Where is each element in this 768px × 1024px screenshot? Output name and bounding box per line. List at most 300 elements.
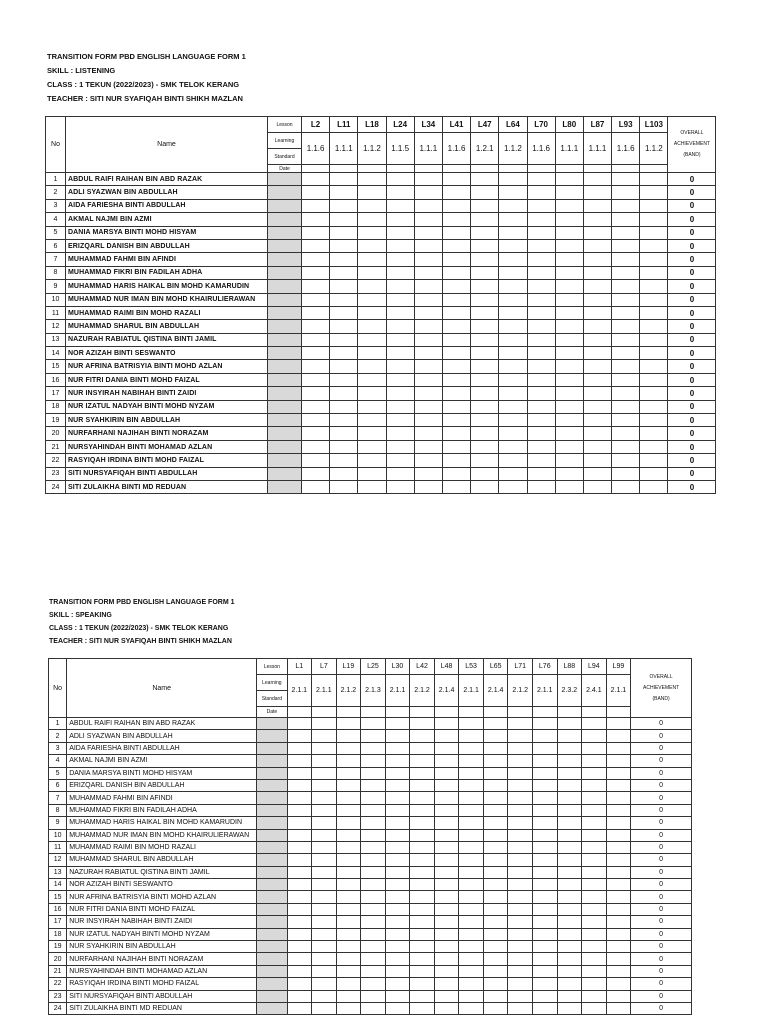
- score-cell[interactable]: [361, 990, 386, 1002]
- listening-date-cell[interactable]: [442, 165, 470, 173]
- score-cell[interactable]: [312, 903, 337, 915]
- score-cell[interactable]: [640, 266, 668, 279]
- score-cell[interactable]: [386, 213, 414, 226]
- score-cell[interactable]: [606, 891, 631, 903]
- score-cell[interactable]: [640, 400, 668, 413]
- score-cell[interactable]: [583, 186, 611, 199]
- score-cell[interactable]: [483, 903, 508, 915]
- score-cell[interactable]: [527, 440, 555, 453]
- score-cell[interactable]: [557, 891, 582, 903]
- score-cell[interactable]: [483, 854, 508, 866]
- score-cell[interactable]: [640, 253, 668, 266]
- score-cell[interactable]: [434, 767, 459, 779]
- score-cell[interactable]: [583, 173, 611, 186]
- score-cell[interactable]: [312, 965, 337, 977]
- score-cell[interactable]: [606, 829, 631, 841]
- score-cell[interactable]: [508, 965, 533, 977]
- score-cell[interactable]: [483, 755, 508, 767]
- score-cell[interactable]: [555, 467, 583, 480]
- score-cell[interactable]: [434, 804, 459, 816]
- score-cell[interactable]: [442, 173, 470, 186]
- score-cell[interactable]: [471, 293, 499, 306]
- score-cell[interactable]: [414, 373, 442, 386]
- listening-date-cell[interactable]: [555, 165, 583, 173]
- score-cell[interactable]: [532, 990, 557, 1002]
- score-cell[interactable]: [483, 891, 508, 903]
- score-cell[interactable]: [361, 928, 386, 940]
- score-cell[interactable]: [410, 804, 435, 816]
- score-cell[interactable]: [582, 817, 607, 829]
- score-cell[interactable]: [385, 841, 410, 853]
- speaking-date-cell[interactable]: [361, 707, 386, 718]
- score-cell[interactable]: [336, 854, 361, 866]
- score-cell[interactable]: [499, 440, 527, 453]
- score-cell[interactable]: [442, 467, 470, 480]
- score-cell[interactable]: [606, 854, 631, 866]
- score-cell[interactable]: [471, 173, 499, 186]
- score-cell[interactable]: [386, 387, 414, 400]
- speaking-date-cell[interactable]: [385, 707, 410, 718]
- score-cell[interactable]: [508, 817, 533, 829]
- score-cell[interactable]: [471, 199, 499, 212]
- score-cell[interactable]: [483, 990, 508, 1002]
- speaking-date-cell[interactable]: [557, 707, 582, 718]
- score-cell[interactable]: [582, 903, 607, 915]
- score-cell[interactable]: [385, 817, 410, 829]
- score-cell[interactable]: [612, 213, 640, 226]
- score-cell[interactable]: [527, 414, 555, 427]
- score-cell[interactable]: [302, 173, 330, 186]
- score-cell[interactable]: [606, 730, 631, 742]
- score-cell[interactable]: [358, 373, 386, 386]
- score-cell[interactable]: [582, 978, 607, 990]
- score-cell[interactable]: [606, 903, 631, 915]
- score-cell[interactable]: [612, 400, 640, 413]
- score-cell[interactable]: [532, 755, 557, 767]
- score-cell[interactable]: [532, 879, 557, 891]
- score-cell[interactable]: [612, 454, 640, 467]
- score-cell[interactable]: [312, 755, 337, 767]
- score-cell[interactable]: [583, 480, 611, 493]
- score-cell[interactable]: [434, 903, 459, 915]
- score-cell[interactable]: [358, 427, 386, 440]
- score-cell[interactable]: [527, 266, 555, 279]
- score-cell[interactable]: [459, 804, 484, 816]
- score-cell[interactable]: [287, 779, 312, 791]
- score-cell[interactable]: [414, 266, 442, 279]
- score-cell[interactable]: [532, 953, 557, 965]
- score-cell[interactable]: [410, 891, 435, 903]
- score-cell[interactable]: [459, 1002, 484, 1014]
- score-cell[interactable]: [336, 804, 361, 816]
- score-cell[interactable]: [532, 742, 557, 754]
- score-cell[interactable]: [582, 854, 607, 866]
- score-cell[interactable]: [640, 454, 668, 467]
- score-cell[interactable]: [555, 373, 583, 386]
- score-cell[interactable]: [606, 779, 631, 791]
- score-cell[interactable]: [527, 280, 555, 293]
- score-cell[interactable]: [471, 266, 499, 279]
- score-cell[interactable]: [459, 742, 484, 754]
- score-cell[interactable]: [471, 440, 499, 453]
- score-cell[interactable]: [612, 186, 640, 199]
- score-cell[interactable]: [442, 253, 470, 266]
- listening-date-cell[interactable]: [386, 165, 414, 173]
- score-cell[interactable]: [385, 730, 410, 742]
- score-cell[interactable]: [312, 779, 337, 791]
- score-cell[interactable]: [471, 414, 499, 427]
- score-cell[interactable]: [583, 360, 611, 373]
- score-cell[interactable]: [499, 280, 527, 293]
- score-cell[interactable]: [386, 440, 414, 453]
- score-cell[interactable]: [312, 953, 337, 965]
- score-cell[interactable]: [606, 767, 631, 779]
- score-cell[interactable]: [385, 1002, 410, 1014]
- listening-date-cell[interactable]: [471, 165, 499, 173]
- score-cell[interactable]: [336, 965, 361, 977]
- score-cell[interactable]: [483, 916, 508, 928]
- score-cell[interactable]: [640, 333, 668, 346]
- score-cell[interactable]: [385, 804, 410, 816]
- score-cell[interactable]: [434, 879, 459, 891]
- score-cell[interactable]: [312, 742, 337, 754]
- listening-date-cell[interactable]: [330, 165, 358, 173]
- score-cell[interactable]: [555, 293, 583, 306]
- score-cell[interactable]: [386, 186, 414, 199]
- score-cell[interactable]: [312, 866, 337, 878]
- score-cell[interactable]: [442, 373, 470, 386]
- score-cell[interactable]: [582, 730, 607, 742]
- score-cell[interactable]: [557, 866, 582, 878]
- score-cell[interactable]: [414, 387, 442, 400]
- score-cell[interactable]: [410, 965, 435, 977]
- score-cell[interactable]: [483, 866, 508, 878]
- score-cell[interactable]: [434, 990, 459, 1002]
- score-cell[interactable]: [302, 213, 330, 226]
- score-cell[interactable]: [557, 978, 582, 990]
- listening-date-cell[interactable]: [612, 165, 640, 173]
- score-cell[interactable]: [361, 941, 386, 953]
- score-cell[interactable]: [414, 360, 442, 373]
- score-cell[interactable]: [414, 186, 442, 199]
- score-cell[interactable]: [557, 854, 582, 866]
- score-cell[interactable]: [410, 730, 435, 742]
- score-cell[interactable]: [557, 941, 582, 953]
- score-cell[interactable]: [385, 978, 410, 990]
- score-cell[interactable]: [532, 841, 557, 853]
- score-cell[interactable]: [385, 965, 410, 977]
- score-cell[interactable]: [358, 333, 386, 346]
- score-cell[interactable]: [385, 767, 410, 779]
- score-cell[interactable]: [336, 879, 361, 891]
- score-cell[interactable]: [385, 953, 410, 965]
- score-cell[interactable]: [612, 480, 640, 493]
- score-cell[interactable]: [330, 360, 358, 373]
- score-cell[interactable]: [508, 718, 533, 730]
- score-cell[interactable]: [361, 891, 386, 903]
- score-cell[interactable]: [640, 186, 668, 199]
- score-cell[interactable]: [361, 792, 386, 804]
- score-cell[interactable]: [442, 347, 470, 360]
- score-cell[interactable]: [414, 320, 442, 333]
- score-cell[interactable]: [312, 841, 337, 853]
- score-cell[interactable]: [582, 965, 607, 977]
- score-cell[interactable]: [312, 978, 337, 990]
- score-cell[interactable]: [459, 891, 484, 903]
- score-cell[interactable]: [442, 360, 470, 373]
- score-cell[interactable]: [385, 916, 410, 928]
- score-cell[interactable]: [336, 829, 361, 841]
- score-cell[interactable]: [336, 718, 361, 730]
- score-cell[interactable]: [612, 427, 640, 440]
- score-cell[interactable]: [386, 239, 414, 252]
- score-cell[interactable]: [330, 480, 358, 493]
- score-cell[interactable]: [499, 400, 527, 413]
- score-cell[interactable]: [508, 829, 533, 841]
- score-cell[interactable]: [640, 387, 668, 400]
- score-cell[interactable]: [527, 480, 555, 493]
- score-cell[interactable]: [583, 440, 611, 453]
- score-cell[interactable]: [499, 253, 527, 266]
- score-cell[interactable]: [434, 755, 459, 767]
- score-cell[interactable]: [386, 360, 414, 373]
- score-cell[interactable]: [410, 1002, 435, 1014]
- score-cell[interactable]: [434, 829, 459, 841]
- speaking-date-cell[interactable]: [434, 707, 459, 718]
- score-cell[interactable]: [336, 990, 361, 1002]
- score-cell[interactable]: [555, 440, 583, 453]
- score-cell[interactable]: [555, 280, 583, 293]
- score-cell[interactable]: [555, 480, 583, 493]
- score-cell[interactable]: [471, 320, 499, 333]
- score-cell[interactable]: [606, 978, 631, 990]
- score-cell[interactable]: [499, 320, 527, 333]
- score-cell[interactable]: [527, 454, 555, 467]
- score-cell[interactable]: [532, 891, 557, 903]
- score-cell[interactable]: [471, 347, 499, 360]
- score-cell[interactable]: [583, 239, 611, 252]
- score-cell[interactable]: [302, 293, 330, 306]
- score-cell[interactable]: [527, 373, 555, 386]
- score-cell[interactable]: [386, 373, 414, 386]
- score-cell[interactable]: [483, 767, 508, 779]
- score-cell[interactable]: [386, 293, 414, 306]
- score-cell[interactable]: [606, 742, 631, 754]
- score-cell[interactable]: [312, 854, 337, 866]
- score-cell[interactable]: [434, 928, 459, 940]
- score-cell[interactable]: [532, 941, 557, 953]
- score-cell[interactable]: [499, 373, 527, 386]
- score-cell[interactable]: [557, 779, 582, 791]
- score-cell[interactable]: [302, 333, 330, 346]
- score-cell[interactable]: [287, 990, 312, 1002]
- score-cell[interactable]: [483, 829, 508, 841]
- score-cell[interactable]: [358, 226, 386, 239]
- score-cell[interactable]: [557, 742, 582, 754]
- score-cell[interactable]: [499, 213, 527, 226]
- score-cell[interactable]: [612, 239, 640, 252]
- score-cell[interactable]: [414, 306, 442, 319]
- score-cell[interactable]: [532, 767, 557, 779]
- score-cell[interactable]: [527, 199, 555, 212]
- score-cell[interactable]: [612, 280, 640, 293]
- score-cell[interactable]: [414, 213, 442, 226]
- score-cell[interactable]: [582, 804, 607, 816]
- score-cell[interactable]: [532, 866, 557, 878]
- score-cell[interactable]: [287, 928, 312, 940]
- score-cell[interactable]: [640, 199, 668, 212]
- score-cell[interactable]: [640, 373, 668, 386]
- score-cell[interactable]: [302, 480, 330, 493]
- score-cell[interactable]: [555, 213, 583, 226]
- score-cell[interactable]: [358, 306, 386, 319]
- score-cell[interactable]: [302, 253, 330, 266]
- score-cell[interactable]: [434, 941, 459, 953]
- score-cell[interactable]: [459, 767, 484, 779]
- score-cell[interactable]: [410, 779, 435, 791]
- listening-date-cell[interactable]: [527, 165, 555, 173]
- score-cell[interactable]: [583, 373, 611, 386]
- score-cell[interactable]: [414, 454, 442, 467]
- score-cell[interactable]: [330, 440, 358, 453]
- score-cell[interactable]: [582, 742, 607, 754]
- score-cell[interactable]: [606, 916, 631, 928]
- score-cell[interactable]: [386, 454, 414, 467]
- score-cell[interactable]: [612, 414, 640, 427]
- score-cell[interactable]: [361, 854, 386, 866]
- score-cell[interactable]: [336, 866, 361, 878]
- score-cell[interactable]: [330, 253, 358, 266]
- score-cell[interactable]: [442, 293, 470, 306]
- score-cell[interactable]: [499, 186, 527, 199]
- score-cell[interactable]: [385, 742, 410, 754]
- score-cell[interactable]: [459, 978, 484, 990]
- score-cell[interactable]: [532, 804, 557, 816]
- score-cell[interactable]: [527, 427, 555, 440]
- score-cell[interactable]: [336, 928, 361, 940]
- score-cell[interactable]: [414, 333, 442, 346]
- score-cell[interactable]: [532, 829, 557, 841]
- score-cell[interactable]: [442, 306, 470, 319]
- score-cell[interactable]: [508, 928, 533, 940]
- score-cell[interactable]: [302, 427, 330, 440]
- score-cell[interactable]: [527, 253, 555, 266]
- score-cell[interactable]: [442, 186, 470, 199]
- score-cell[interactable]: [483, 978, 508, 990]
- score-cell[interactable]: [459, 879, 484, 891]
- listening-date-cell[interactable]: [640, 165, 668, 173]
- score-cell[interactable]: [555, 226, 583, 239]
- score-cell[interactable]: [471, 400, 499, 413]
- score-cell[interactable]: [555, 253, 583, 266]
- score-cell[interactable]: [532, 928, 557, 940]
- score-cell[interactable]: [508, 891, 533, 903]
- score-cell[interactable]: [386, 280, 414, 293]
- score-cell[interactable]: [434, 953, 459, 965]
- speaking-date-cell[interactable]: [582, 707, 607, 718]
- score-cell[interactable]: [414, 226, 442, 239]
- score-cell[interactable]: [459, 866, 484, 878]
- speaking-date-cell[interactable]: [336, 707, 361, 718]
- score-cell[interactable]: [508, 854, 533, 866]
- score-cell[interactable]: [410, 928, 435, 940]
- score-cell[interactable]: [640, 213, 668, 226]
- score-cell[interactable]: [555, 173, 583, 186]
- score-cell[interactable]: [361, 730, 386, 742]
- score-cell[interactable]: [471, 213, 499, 226]
- score-cell[interactable]: [312, 928, 337, 940]
- score-cell[interactable]: [410, 841, 435, 853]
- score-cell[interactable]: [330, 400, 358, 413]
- score-cell[interactable]: [555, 199, 583, 212]
- score-cell[interactable]: [330, 280, 358, 293]
- score-cell[interactable]: [532, 718, 557, 730]
- score-cell[interactable]: [302, 454, 330, 467]
- score-cell[interactable]: [330, 239, 358, 252]
- score-cell[interactable]: [330, 467, 358, 480]
- score-cell[interactable]: [302, 373, 330, 386]
- score-cell[interactable]: [508, 792, 533, 804]
- score-cell[interactable]: [471, 306, 499, 319]
- score-cell[interactable]: [483, 941, 508, 953]
- score-cell[interactable]: [557, 804, 582, 816]
- score-cell[interactable]: [508, 990, 533, 1002]
- score-cell[interactable]: [499, 333, 527, 346]
- score-cell[interactable]: [414, 427, 442, 440]
- score-cell[interactable]: [410, 990, 435, 1002]
- score-cell[interactable]: [358, 467, 386, 480]
- score-cell[interactable]: [583, 280, 611, 293]
- score-cell[interactable]: [555, 186, 583, 199]
- score-cell[interactable]: [287, 792, 312, 804]
- score-cell[interactable]: [442, 440, 470, 453]
- score-cell[interactable]: [606, 879, 631, 891]
- score-cell[interactable]: [557, 990, 582, 1002]
- score-cell[interactable]: [499, 199, 527, 212]
- score-cell[interactable]: [385, 891, 410, 903]
- score-cell[interactable]: [612, 173, 640, 186]
- score-cell[interactable]: [442, 480, 470, 493]
- score-cell[interactable]: [499, 480, 527, 493]
- score-cell[interactable]: [442, 333, 470, 346]
- score-cell[interactable]: [582, 718, 607, 730]
- score-cell[interactable]: [386, 173, 414, 186]
- score-cell[interactable]: [361, 817, 386, 829]
- score-cell[interactable]: [312, 916, 337, 928]
- speaking-date-cell[interactable]: [287, 707, 312, 718]
- score-cell[interactable]: [302, 266, 330, 279]
- score-cell[interactable]: [582, 841, 607, 853]
- score-cell[interactable]: [532, 730, 557, 742]
- score-cell[interactable]: [582, 1002, 607, 1014]
- score-cell[interactable]: [312, 718, 337, 730]
- score-cell[interactable]: [330, 387, 358, 400]
- score-cell[interactable]: [442, 266, 470, 279]
- score-cell[interactable]: [508, 879, 533, 891]
- score-cell[interactable]: [527, 293, 555, 306]
- score-cell[interactable]: [330, 213, 358, 226]
- score-cell[interactable]: [358, 400, 386, 413]
- score-cell[interactable]: [358, 266, 386, 279]
- score-cell[interactable]: [483, 804, 508, 816]
- listening-date-cell[interactable]: [583, 165, 611, 173]
- score-cell[interactable]: [483, 841, 508, 853]
- speaking-date-cell[interactable]: [483, 707, 508, 718]
- score-cell[interactable]: [302, 320, 330, 333]
- score-cell[interactable]: [287, 817, 312, 829]
- score-cell[interactable]: [555, 400, 583, 413]
- score-cell[interactable]: [336, 742, 361, 754]
